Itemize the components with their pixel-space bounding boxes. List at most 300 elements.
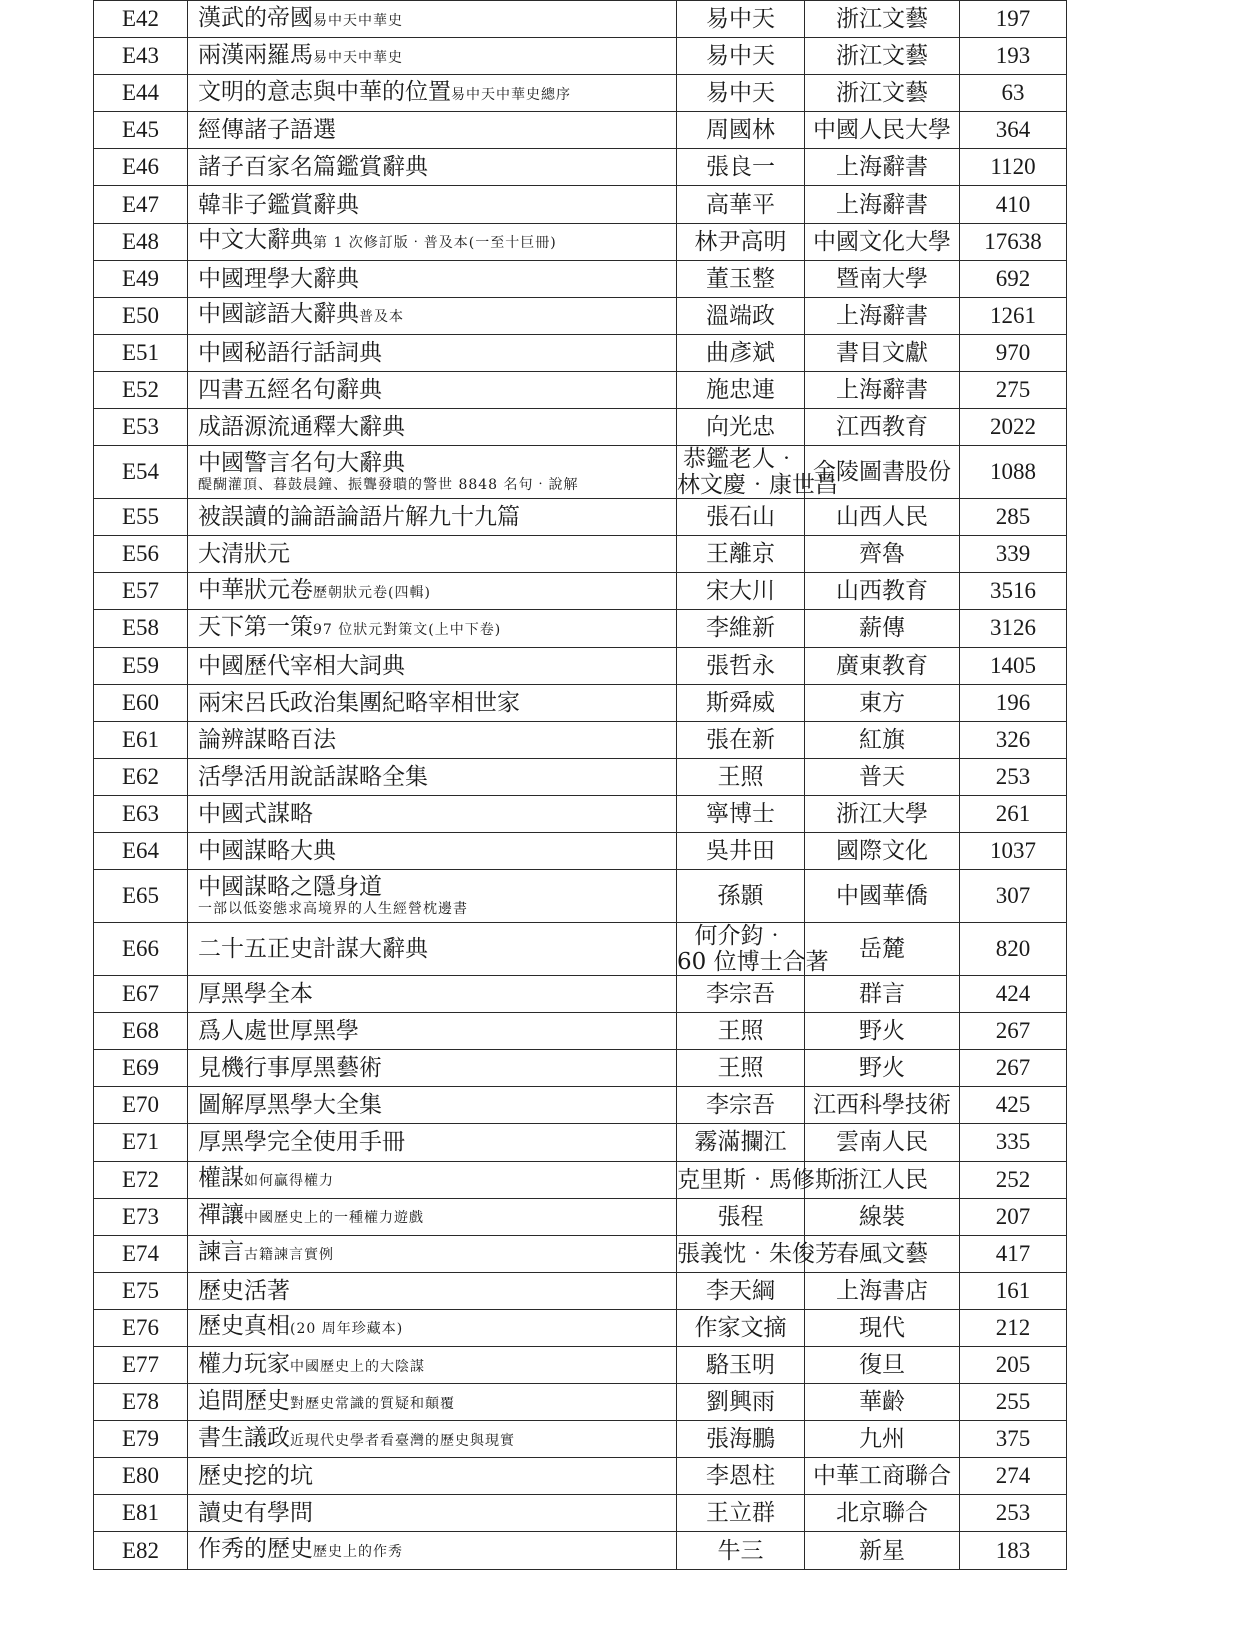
book-subtitle-text: 近現代史學者看臺灣的歷史與現實 — [290, 1432, 515, 1449]
book-code — [94, 1124, 188, 1161]
book-title — [188, 1087, 677, 1124]
book-author-line: 林文慶‧康世昌 — [677, 472, 838, 499]
book-publisher-text: 山西教育 — [836, 578, 928, 605]
book-author — [677, 573, 805, 610]
book-code-text: E65 — [121, 883, 160, 909]
book-publisher-text: 書目文獻 — [836, 339, 928, 366]
book-title-text: 兩漢兩羅馬 — [198, 41, 313, 68]
book-author — [677, 112, 805, 149]
book-code-text: E61 — [121, 726, 160, 752]
book-pages — [960, 149, 1067, 186]
book-code-text: E50 — [121, 302, 160, 328]
book-publisher-text: 浙江大學 — [836, 800, 928, 827]
book-publisher-text: 現代 — [859, 1314, 905, 1341]
book-publisher — [805, 795, 960, 832]
table-row — [94, 1235, 1067, 1272]
book-pages-text: 161 — [995, 1277, 1031, 1303]
book-author — [677, 1347, 805, 1384]
book-title — [188, 186, 677, 223]
book-code-text: E57 — [121, 578, 160, 604]
book-publisher-text: 九州 — [859, 1426, 905, 1453]
book-author-text: 寧博士 — [706, 800, 775, 827]
book-title-text: 歷史真相 — [198, 1313, 290, 1340]
book-publisher — [805, 371, 960, 408]
book-title — [188, 1, 677, 38]
book-code-text: E51 — [121, 339, 160, 365]
book-publisher-text: 群言 — [859, 981, 905, 1008]
table-row — [94, 297, 1067, 334]
book-author — [677, 1087, 805, 1124]
book-code-text: E75 — [121, 1277, 160, 1303]
book-pages-text: 197 — [995, 6, 1031, 32]
book-author-line: 恭鑑老人‧ — [683, 446, 798, 473]
book-pages — [960, 721, 1067, 758]
book-pages — [960, 1050, 1067, 1087]
book-pages-text: 425 — [995, 1092, 1031, 1118]
book-title — [188, 371, 677, 408]
table-row — [94, 75, 1067, 112]
book-subtitle-text: 醍醐灌頂、暮鼓晨鐘、振聾發聵的警世 8848 名句‧說解 — [198, 477, 579, 494]
book-publisher-text: 新星 — [859, 1537, 905, 1564]
book-publisher — [805, 334, 960, 371]
book-pages-text: 267 — [995, 1018, 1031, 1044]
book-code-text: E49 — [121, 265, 160, 291]
book-author-text: 劉興雨 — [706, 1389, 775, 1416]
book-pages — [960, 297, 1067, 334]
table-row — [94, 149, 1067, 186]
book-pages — [960, 1161, 1067, 1198]
book-title — [188, 923, 677, 976]
book-author — [677, 976, 805, 1013]
table-row — [94, 1532, 1067, 1569]
book-publisher — [805, 573, 960, 610]
book-title-text: 中文大辭典 — [198, 227, 313, 254]
book-code — [94, 684, 188, 721]
book-pages-text: 196 — [995, 689, 1031, 715]
book-author — [677, 1050, 805, 1087]
book-pages — [960, 38, 1067, 75]
book-publisher-text: 紅旗 — [859, 726, 905, 753]
book-publisher — [805, 1198, 960, 1235]
table-row — [94, 795, 1067, 832]
book-title — [188, 647, 677, 684]
book-code-text: E56 — [121, 541, 160, 567]
book-code-text: E43 — [121, 43, 160, 69]
book-code-text: E62 — [121, 763, 160, 789]
book-code-text: E79 — [121, 1426, 160, 1452]
book-title — [188, 1347, 677, 1384]
book-title-text: 權力玩家 — [198, 1350, 290, 1377]
book-code-text: E63 — [121, 800, 160, 826]
book-title — [188, 1235, 677, 1272]
book-code — [94, 1309, 188, 1346]
book-publisher-text: 暨南大學 — [836, 265, 928, 292]
book-pages-text: 275 — [995, 376, 1031, 402]
book-publisher — [805, 1124, 960, 1161]
book-pages — [960, 371, 1067, 408]
book-author-text: 李宗吾 — [706, 1092, 775, 1119]
book-publisher-text: 普天 — [859, 763, 905, 790]
book-author-text: 作家文摘 — [694, 1314, 787, 1341]
book-author — [677, 1235, 838, 1272]
table-row — [94, 1421, 1067, 1458]
book-pages-text: 335 — [995, 1129, 1031, 1155]
book-subtitle-text: (20 周年珍藏本) — [290, 1321, 404, 1338]
book-pages-text: 193 — [995, 43, 1031, 69]
book-title-text: 兩宋呂氏政治集團紀略宰相世家 — [198, 689, 520, 716]
book-author-text: 高華平 — [706, 191, 775, 218]
book-title — [188, 1384, 677, 1421]
book-publisher-text: 中國華僑 — [836, 883, 928, 910]
book-code — [94, 38, 188, 75]
book-title — [188, 223, 677, 260]
book-title-text: 四書五經名句辭典 — [198, 376, 382, 403]
book-title — [188, 409, 677, 446]
table-row — [94, 260, 1067, 297]
book-publisher-text: 上海辭書 — [836, 191, 928, 218]
book-pages — [960, 1384, 1067, 1421]
book-code — [94, 647, 188, 684]
book-pages — [960, 1, 1067, 38]
book-author-text: 李宗吾 — [706, 981, 775, 1008]
book-author — [677, 446, 838, 499]
book-code-text: E45 — [121, 117, 160, 143]
table-row — [94, 1458, 1067, 1495]
book-code-text: E46 — [121, 154, 160, 180]
book-publisher — [805, 758, 960, 795]
book-title-text: 歷史活著 — [198, 1277, 290, 1304]
book-publisher-text: 齊魯 — [859, 541, 905, 568]
book-subtitle-text: 易中天中華史總序 — [451, 86, 571, 103]
book-publisher — [805, 832, 960, 869]
table-row — [94, 499, 1067, 536]
table-row — [94, 647, 1067, 684]
table-row — [94, 1124, 1067, 1161]
book-author-text: 克里斯‧馬修斯 — [677, 1166, 838, 1193]
table-row — [94, 409, 1067, 446]
book-author-text: 張海鵬 — [706, 1426, 775, 1453]
book-subtitle-text: 一部以低姿態求高境界的人生經營枕邊書 — [198, 901, 468, 918]
book-author — [677, 1013, 805, 1050]
book-pages — [960, 1013, 1067, 1050]
book-author-text: 曲彥斌 — [706, 339, 775, 366]
book-author — [677, 1532, 805, 1569]
book-publisher-text: 中國人民大學 — [813, 117, 951, 144]
book-publisher-text: 浙江人民 — [836, 1166, 928, 1193]
book-author — [677, 149, 805, 186]
book-code — [94, 446, 188, 499]
book-pages — [960, 1495, 1067, 1532]
book-title-text: 漢武的帝國 — [198, 4, 313, 31]
book-title — [188, 573, 677, 610]
book-author-text: 易中天 — [706, 6, 775, 33]
book-code-text: E66 — [121, 936, 160, 962]
table-row — [94, 610, 1067, 647]
book-publisher — [805, 223, 960, 260]
book-author — [677, 923, 829, 976]
book-pages — [960, 499, 1067, 536]
book-title — [188, 1161, 677, 1198]
book-list-table — [93, 0, 1067, 1570]
table-row — [94, 923, 1067, 976]
book-code-text: E52 — [121, 376, 160, 402]
book-title — [188, 75, 677, 112]
book-title — [188, 499, 677, 536]
book-pages — [960, 1198, 1067, 1235]
book-code-text: E60 — [121, 689, 160, 715]
book-title — [188, 446, 677, 499]
book-publisher — [805, 297, 960, 334]
book-title-text: 中國警言名句大辭典 — [198, 450, 405, 477]
book-title — [188, 297, 677, 334]
book-title-text: 中國歷代宰相大詞典 — [198, 652, 405, 679]
book-pages — [960, 573, 1067, 610]
book-pages-text: 2022 — [990, 414, 1036, 440]
book-author — [677, 1, 805, 38]
book-code — [94, 409, 188, 446]
book-title-text: 諸子百家名篇鑑賞辭典 — [198, 154, 428, 181]
book-publisher-text: 華齡 — [859, 1389, 905, 1416]
table-row — [94, 1384, 1067, 1421]
book-publisher-text: 線裝 — [859, 1203, 905, 1230]
book-title — [188, 832, 677, 869]
book-pages — [960, 446, 1067, 499]
book-title-text: 論辨謀略百法 — [198, 726, 336, 753]
book-author — [677, 832, 805, 869]
book-author-text: 林尹高明 — [694, 228, 787, 255]
table-row — [94, 832, 1067, 869]
book-publisher-text: 江西科學技術 — [813, 1092, 951, 1119]
book-title-text: 諫言 — [198, 1239, 244, 1266]
book-author-text: 施忠連 — [706, 376, 775, 403]
table-row — [94, 1013, 1067, 1050]
book-publisher — [805, 1347, 960, 1384]
book-publisher-text: 國際文化 — [836, 838, 928, 865]
book-publisher — [805, 1421, 960, 1458]
book-author-text: 王離京 — [706, 541, 775, 568]
book-publisher-text: 浙江文藝 — [836, 6, 928, 33]
book-pages-text: 267 — [995, 1055, 1031, 1081]
book-publisher — [805, 1532, 960, 1569]
book-publisher-text: 廣東教育 — [836, 652, 928, 679]
book-publisher-text: 東方 — [859, 689, 905, 716]
book-code — [94, 923, 188, 976]
book-title — [188, 1532, 677, 1569]
book-publisher — [805, 870, 960, 923]
table-row — [94, 112, 1067, 149]
book-author-text: 張良一 — [706, 154, 775, 181]
book-author — [677, 870, 805, 923]
book-pages-text: 410 — [995, 191, 1031, 217]
table-row — [94, 721, 1067, 758]
book-title-text: 大清狀元 — [198, 541, 290, 568]
table-row — [94, 186, 1067, 223]
book-pages-text: 63 — [1001, 80, 1025, 106]
table-row — [94, 446, 1067, 499]
book-publisher-text: 上海書店 — [836, 1277, 928, 1304]
book-subtitle-text: 如何贏得權力 — [244, 1173, 334, 1190]
book-code — [94, 610, 188, 647]
book-pages — [960, 610, 1067, 647]
book-code — [94, 334, 188, 371]
book-author — [677, 1384, 805, 1421]
book-pages — [960, 1124, 1067, 1161]
book-publisher — [805, 75, 960, 112]
book-code-text: E64 — [121, 838, 160, 864]
book-author — [677, 38, 805, 75]
book-author-text: 董玉整 — [706, 265, 775, 292]
book-author — [677, 1124, 805, 1161]
book-code-text: E71 — [121, 1129, 160, 1155]
book-code-text: E58 — [121, 615, 160, 641]
book-title — [188, 1198, 677, 1235]
book-publisher-text: 北京聯合 — [836, 1500, 928, 1527]
book-subtitle-text: 易中天中華史 — [313, 49, 403, 66]
book-code — [94, 260, 188, 297]
book-author-line: 60 位博士合著 — [677, 949, 829, 976]
book-code-text: E82 — [121, 1537, 160, 1563]
book-publisher-text: 中華工商聯合 — [813, 1463, 951, 1490]
book-title — [188, 976, 677, 1013]
book-code — [94, 1272, 188, 1309]
book-title — [188, 1272, 677, 1309]
book-code — [94, 1013, 188, 1050]
book-publisher — [805, 684, 960, 721]
book-pages-text: 253 — [995, 763, 1031, 789]
book-title-text: 讀史有學問 — [198, 1500, 313, 1527]
book-author-text: 李維新 — [706, 615, 775, 642]
book-publisher — [805, 610, 960, 647]
book-publisher — [805, 1, 960, 38]
book-author-text: 張程 — [717, 1203, 764, 1230]
book-title-text: 厚黑學完全使用手冊 — [198, 1129, 405, 1156]
book-pages-text: 3516 — [990, 578, 1036, 604]
book-publisher — [805, 112, 960, 149]
book-code — [94, 186, 188, 223]
book-author — [677, 260, 805, 297]
book-pages-text: 820 — [995, 936, 1031, 962]
book-pages — [960, 1421, 1067, 1458]
book-publisher — [805, 149, 960, 186]
book-pages — [960, 186, 1067, 223]
book-author-text: 王照 — [717, 1055, 764, 1082]
book-author — [677, 1161, 838, 1198]
book-subtitle-text: 歷朝狀元卷(四輯) — [313, 584, 431, 601]
book-code — [94, 499, 188, 536]
book-title — [188, 260, 677, 297]
book-code — [94, 1161, 188, 1198]
book-pages-text: 1037 — [990, 838, 1036, 864]
book-publisher — [805, 721, 960, 758]
book-code — [94, 721, 188, 758]
book-author — [677, 758, 805, 795]
book-title — [188, 38, 677, 75]
book-pages-text: 252 — [995, 1166, 1031, 1192]
book-author-text: 王照 — [717, 763, 764, 790]
book-code-text: E81 — [121, 1500, 160, 1526]
book-code — [94, 795, 188, 832]
book-title — [188, 149, 677, 186]
book-code — [94, 1347, 188, 1384]
book-title — [188, 610, 677, 647]
book-publisher — [805, 1384, 960, 1421]
table-row — [94, 976, 1067, 1013]
book-code — [94, 976, 188, 1013]
book-code — [94, 536, 188, 573]
book-code-text: E54 — [121, 459, 160, 485]
book-code-text: E68 — [121, 1018, 160, 1044]
book-code-text: E73 — [121, 1203, 160, 1229]
book-author-text: 張在新 — [706, 726, 775, 753]
book-publisher — [805, 536, 960, 573]
book-publisher — [805, 976, 960, 1013]
book-author-text: 張義忱‧朱俊芳 — [677, 1240, 838, 1267]
book-author-text: 牛三 — [717, 1537, 764, 1564]
book-publisher-text: 浙江文藝 — [836, 43, 928, 70]
book-pages — [960, 870, 1067, 923]
book-pages — [960, 647, 1067, 684]
book-author — [677, 1495, 805, 1532]
book-author-text: 王照 — [717, 1018, 764, 1045]
book-publisher — [805, 1087, 960, 1124]
book-title — [188, 758, 677, 795]
book-publisher — [805, 499, 960, 536]
book-author-text: 易中天 — [706, 43, 775, 70]
table-row — [94, 38, 1067, 75]
book-pages-text: 205 — [995, 1352, 1031, 1378]
table-row — [94, 684, 1067, 721]
book-pages-text: 261 — [995, 800, 1031, 826]
book-author — [677, 371, 805, 408]
book-code — [94, 1495, 188, 1532]
book-title-text: 成語源流通釋大辭典 — [198, 414, 405, 441]
book-code-text: E74 — [121, 1240, 160, 1266]
book-publisher-text: 金陵圖書股份 — [813, 459, 951, 486]
book-publisher-text: 上海辭書 — [836, 302, 928, 329]
book-title — [188, 334, 677, 371]
book-pages-text: 692 — [995, 265, 1031, 291]
table-row — [94, 1087, 1067, 1124]
book-author — [677, 1272, 805, 1309]
book-publisher — [805, 38, 960, 75]
book-code-text: E55 — [121, 504, 160, 530]
book-pages-text: 207 — [995, 1203, 1031, 1229]
book-pages — [960, 976, 1067, 1013]
book-author-text: 張哲永 — [706, 652, 775, 679]
book-code-text: E77 — [121, 1352, 160, 1378]
book-title-text: 權謀 — [198, 1165, 244, 1192]
book-pages-text: 1088 — [990, 459, 1036, 485]
book-author-line: 何介鈞‧ — [694, 923, 787, 950]
book-author — [677, 499, 805, 536]
book-author-text: 周國林 — [706, 117, 775, 144]
book-publisher — [805, 1013, 960, 1050]
book-title-text: 經傳諸子語選 — [198, 117, 336, 144]
book-title-text: 活學活用說話謀略全集 — [198, 763, 428, 790]
book-publisher-text: 上海辭書 — [836, 376, 928, 403]
table-row — [94, 1347, 1067, 1384]
book-code-text: E48 — [121, 228, 160, 254]
book-title-text: 中國秘語行話詞典 — [198, 339, 382, 366]
book-code-text: E47 — [121, 191, 160, 217]
book-publisher — [805, 409, 960, 446]
table-row — [94, 1272, 1067, 1309]
book-publisher — [805, 1272, 960, 1309]
book-pages — [960, 1235, 1067, 1272]
book-author-text: 易中天 — [706, 80, 775, 107]
book-pages-text: 274 — [995, 1463, 1031, 1489]
book-code-text: E69 — [121, 1055, 160, 1081]
